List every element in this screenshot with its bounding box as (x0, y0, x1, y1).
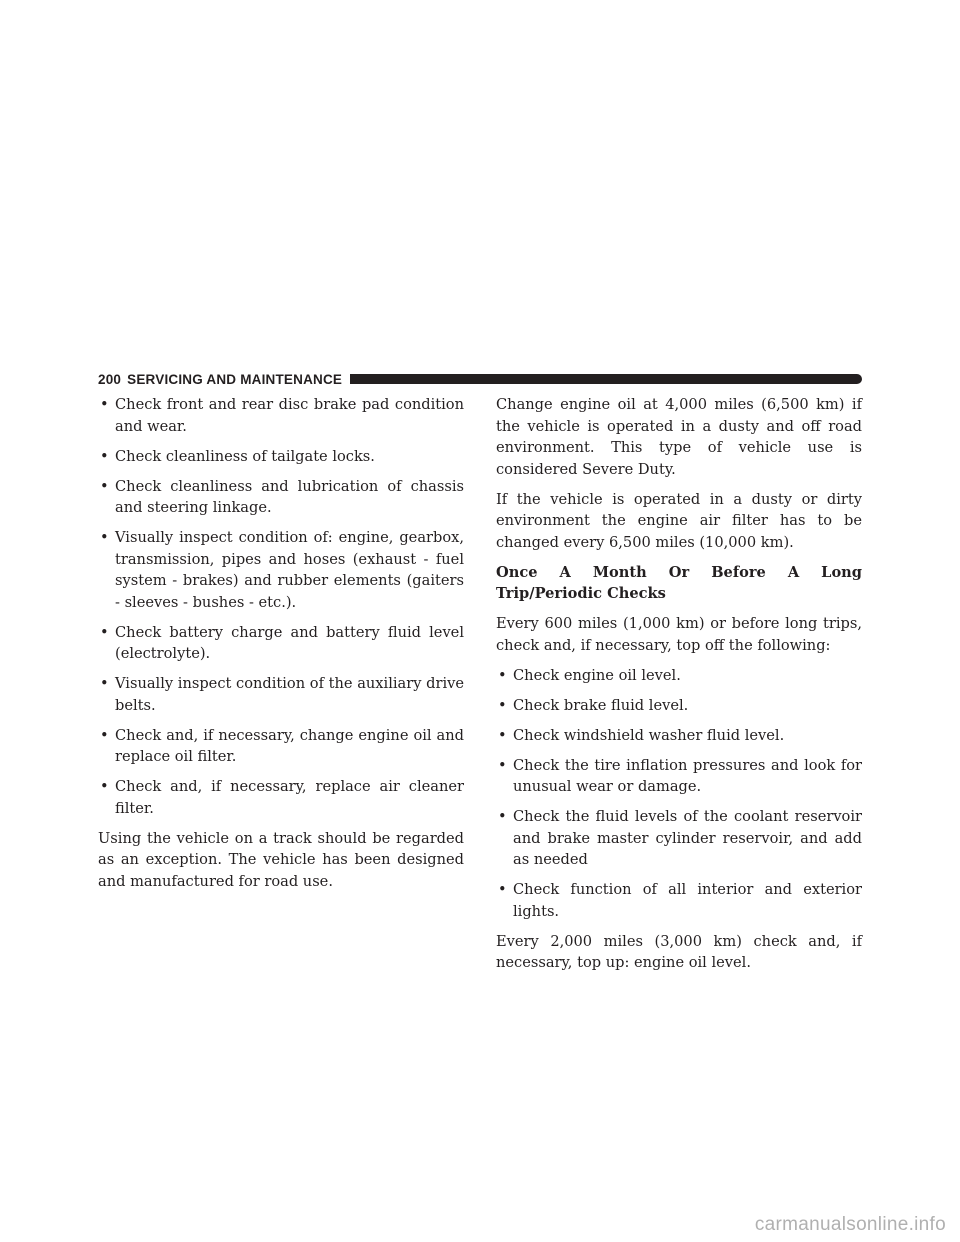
list-item-text: Check battery charge and battery fluid level (electrolyte). (115, 623, 464, 662)
list-item-text: Check brake fluid level. (513, 696, 689, 714)
bullet-icon: • (498, 756, 507, 774)
list-item (496, 755, 862, 798)
list-item (496, 665, 862, 687)
page-number: 200 (98, 371, 122, 387)
right-column (496, 394, 862, 982)
list-item (496, 806, 862, 871)
left-bullet-list (98, 394, 464, 819)
section-title: SERVICING AND MAINTENANCE (127, 371, 343, 387)
oil-change-paragraph: Change engine oil at 4,000 miles (6,500 km) if the vehicle is operated in a dusty and off road environment. This type of vehicle use is considered Severe Duty. (496, 396, 862, 478)
list-item (98, 476, 464, 519)
list-item (98, 725, 464, 768)
list-item-text: Check function of all interior and exterior lights. (513, 881, 862, 920)
list-item (98, 527, 464, 613)
list-item (98, 446, 464, 468)
bullet-icon: • (498, 881, 507, 898)
bullet-icon: • (100, 675, 109, 692)
bullet-icon: • (100, 623, 109, 641)
list-item (496, 725, 862, 747)
periodic-checks-intro: Every 600 miles (1,000 km) or before long trips, check and, if necessary, top off the following: (496, 615, 862, 654)
engine-oil-topup-paragraph: Every 2,000 miles (3,000 km) check and, if necessary, top up: engine oil level. (496, 932, 862, 971)
list-item-text: Check the tire inflation pressures and look for unusual wear or damage. (513, 756, 862, 795)
periodic-checks-heading: Once A Month Or Before A Long Trip/Periodic Checks (496, 563, 862, 602)
bullet-icon: • (100, 778, 109, 795)
header-rule (350, 374, 862, 384)
list-item-text: Check and, if necessary, change engine oil and replace oil filter. (115, 726, 464, 765)
list-item-text: Check windshield washer fluid level. (513, 726, 785, 744)
bullet-icon: • (100, 447, 109, 465)
bullet-icon: • (100, 529, 109, 546)
list-item-text: Check cleanliness and lubrication of chassis and steering linkage. (115, 477, 464, 516)
watermark: carmanualsonline.info (754, 1214, 946, 1235)
list-item-text: Visually inspect condition of the auxiliary drive belts. (115, 675, 464, 714)
list-item-text: Check and, if necessary, replace air cleaner filter. (115, 778, 464, 817)
list-item-text: Check front and rear disc brake pad condition and wear. (115, 396, 464, 435)
list-item-text: Check engine oil level. (513, 666, 681, 684)
bullet-icon: • (498, 808, 507, 825)
air-filter-paragraph: If the vehicle is operated in a dusty or dirty environment the engine air filter has to be changed every 6,500 miles (10,000 km). (496, 490, 862, 551)
bullet-icon: • (100, 726, 109, 744)
left-column (98, 394, 464, 901)
track-use-paragraph: Using the vehicle on a track should be regarded as an exception. The vehicle has been designed and manufactured for road use. (98, 829, 464, 890)
bullet-icon: • (498, 696, 507, 714)
list-item-text: Check the fluid levels of the coolant reservoir and brake master cylinder reservoir, and add as needed (513, 808, 862, 868)
list-item (98, 673, 464, 716)
right-bullet-list (496, 665, 862, 923)
bullet-icon: • (498, 726, 507, 744)
list-item (98, 776, 464, 819)
list-item (98, 622, 464, 665)
bullet-icon: • (100, 396, 109, 413)
list-item-text: Check cleanliness of tailgate locks. (115, 447, 375, 465)
bullet-icon: • (498, 666, 507, 684)
bullet-icon: • (100, 477, 109, 495)
list-item (496, 695, 862, 717)
list-item (98, 394, 464, 437)
list-item-text: Visually inspect condition of: engine, gearbox, transmission, pipes and hoses (exhaust - fuel system - brakes) and rubber elements (gaiters - sleeves - bushes - etc.). (115, 529, 464, 611)
list-item (496, 879, 862, 922)
page-header (98, 368, 862, 390)
